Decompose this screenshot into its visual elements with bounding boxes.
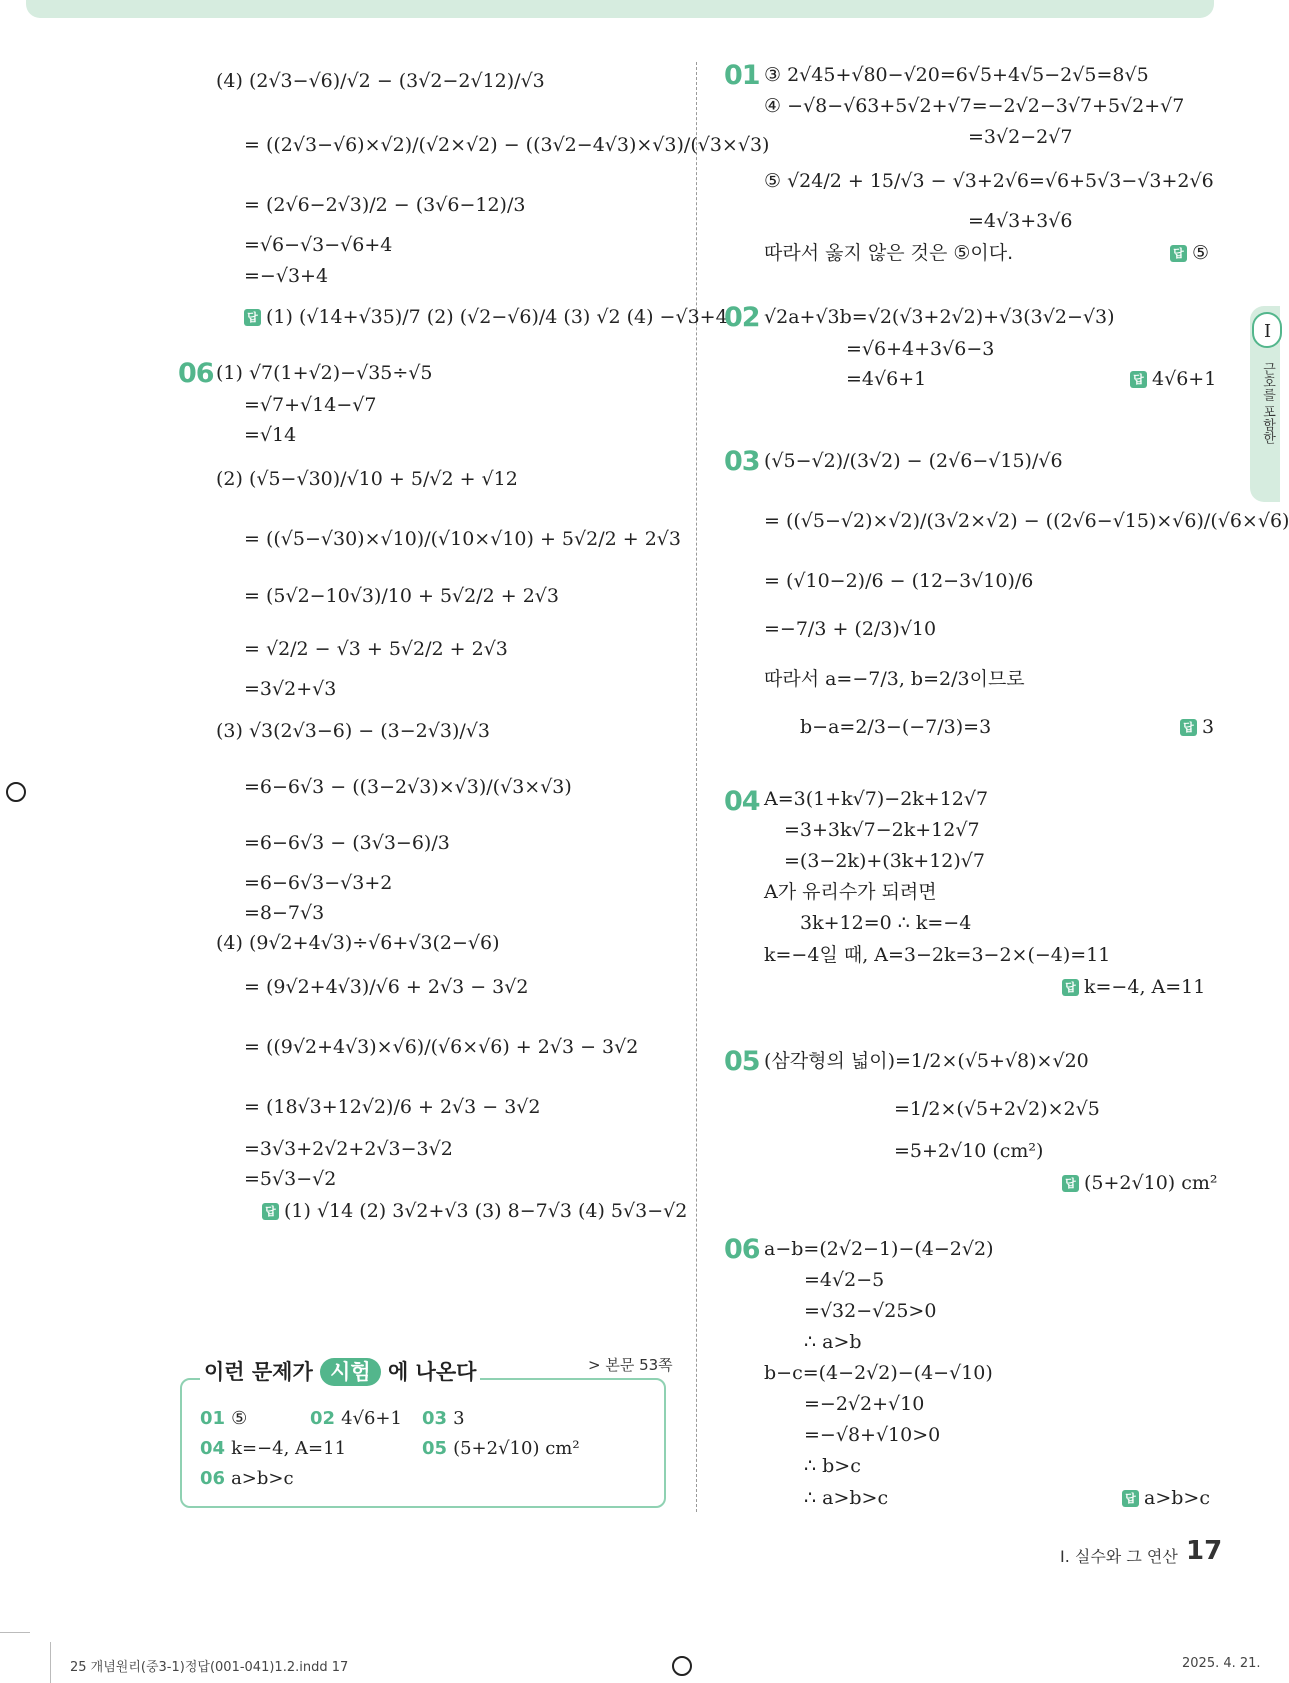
answer-mark-icon: 답 xyxy=(244,309,261,326)
q06-line: =−2√2+√10 xyxy=(804,1393,925,1415)
exam-box-title xyxy=(200,1356,480,1386)
q01-line: ③ 2√45+√80−√20=6√5+4√5−2√5=8√5 xyxy=(764,64,1149,86)
q03-line: = ((√5−√2)×√2)/(3√2×√2) − ((2√6−√15)×√6)/(√6×√6) xyxy=(764,510,1289,532)
q02-line: =√6+4+3√6−3 xyxy=(846,338,995,360)
item-value: a>b>c xyxy=(231,1468,294,1489)
p06-4-line: =3√3+2√2+2√3−3√2 xyxy=(244,1138,453,1160)
q04-line: =3+3k√7−2k+12√7 xyxy=(784,819,980,841)
column-divider xyxy=(696,62,697,1512)
problem-number: 04 xyxy=(724,786,760,817)
p06-3-line: =6−6√3 − (3√3−6)/3 xyxy=(244,832,450,854)
exam-box-title-highlight: 시험 xyxy=(320,1358,381,1386)
slug-file-name: 25 개념원리(중3-1)정답(001-041)1.2.indd 17 xyxy=(70,1660,349,1675)
p06-1-line: =√7+√14−√7 xyxy=(244,394,377,416)
q03-line: =−7/3 + (2/3)√10 xyxy=(764,618,937,640)
p06-3-line: (3) √3(2√3−6) − (3−2√3)/√3 xyxy=(216,720,490,742)
p06-2-line: =3√2+√3 xyxy=(244,678,337,700)
q03-line: b−a=2/3−(−7/3)=3 xyxy=(800,716,992,738)
p06-4-line: = (9√2+4√3)/√6 + 2√3 − 3√2 xyxy=(244,976,529,998)
registration-mark-icon xyxy=(6,782,26,802)
answer-mark-icon: 답 xyxy=(1062,1175,1079,1192)
exam-box-title-post: 에 나온다 xyxy=(387,1360,477,1384)
q03-line: = (√10−2)/6 − (12−3√10)/6 xyxy=(764,570,1034,592)
chapter-side-text: 근호를 포함한 xyxy=(1260,362,1275,445)
q06-line: =−√8+√10>0 xyxy=(804,1424,941,1446)
exam-box-item xyxy=(200,1408,247,1429)
q04-line: 3k+12=0 ∴ k=−4 xyxy=(800,912,972,934)
q01-line: =4√3+3√6 xyxy=(968,210,1073,232)
q04-answer-text: k=−4, A=11 xyxy=(1084,976,1206,998)
p06-3-line: =8−7√3 xyxy=(244,902,325,924)
item-value: k=−4, A=11 xyxy=(231,1438,347,1459)
problem-number: 06 xyxy=(724,1234,760,1265)
q06-answer-text: a>b>c xyxy=(1144,1487,1210,1509)
q06-answer xyxy=(1122,1485,1210,1511)
item-value: 3 xyxy=(453,1408,465,1429)
q03-answer-text: 3 xyxy=(1202,716,1215,738)
q01-answer-text: ⑤ xyxy=(1192,242,1210,264)
q01-line: =3√2−2√7 xyxy=(968,126,1073,148)
answer-mark-icon: 답 xyxy=(262,1203,279,1220)
p06-4-line: = (18√3+12√2)/6 + 2√3 − 3√2 xyxy=(244,1096,541,1118)
q01-line: ⑤ √24/2 + 15/√3 − √3+2√6=√6+5√3−√3+2√6 xyxy=(764,170,1214,192)
answer-mark-icon: 답 xyxy=(1170,245,1187,262)
answer-mark-icon: 답 xyxy=(1180,719,1197,736)
q04-answer xyxy=(1062,974,1205,1000)
problem-number: 03 xyxy=(724,446,760,477)
q06-line: =√32−√25>0 xyxy=(804,1300,937,1322)
q05-line: =5+2√10 (cm²) xyxy=(894,1140,1044,1162)
exam-box-item xyxy=(422,1438,580,1459)
slug-date: 2025. 4. 21. xyxy=(1182,1656,1261,1671)
exam-box-item xyxy=(200,1438,346,1459)
item-number: 06 xyxy=(200,1468,226,1489)
p05-4-line: = (2√6−2√3)/2 − (3√6−12)/3 xyxy=(244,194,526,216)
item-number: 05 xyxy=(422,1438,448,1459)
slug-rule xyxy=(50,1642,51,1683)
registration-mark-icon xyxy=(672,1656,692,1676)
footer-section-title: I. 실수와 그 연산 xyxy=(1060,1547,1178,1566)
exam-box-title-pre: 이런 문제가 xyxy=(204,1360,313,1384)
item-number: 02 xyxy=(310,1408,336,1429)
problem-number: 06 xyxy=(178,358,214,389)
item-number: 03 xyxy=(422,1408,448,1429)
answer-mark-icon: 답 xyxy=(1062,979,1079,996)
q04-line: A가 유리수가 되려면 xyxy=(764,881,937,903)
p06-answer xyxy=(262,1198,687,1224)
p06-1-line: =√14 xyxy=(244,424,297,446)
p06-4-line: = ((9√2+4√3)×√6)/(√6×√6) + 2√3 − 3√2 xyxy=(244,1036,639,1058)
q04-line: A=3(1+k√7)−2k+12√7 xyxy=(764,788,989,810)
q05-line: =1/2×(√5+2√2)×2√5 xyxy=(894,1098,1100,1120)
q05-answer-text: (5+2√10) cm² xyxy=(1084,1172,1218,1194)
p05-4-line: = ((2√3−√6)×√2)/(√2×√2) − ((3√2−4√3)×√3)/(√3×√3) xyxy=(244,134,770,156)
p05-4-line: (4) (2√3−√6)/√2 − (3√2−2√12)/√3 xyxy=(216,70,545,92)
q01-answer xyxy=(1170,240,1209,266)
problem-number: 01 xyxy=(724,60,760,91)
q01-line: 따라서 옳지 않은 것은 ⑤이다. xyxy=(764,242,1014,264)
q06-line: b−c=(4−2√2)−(4−√10) xyxy=(764,1362,993,1384)
q03-answer xyxy=(1180,714,1214,740)
item-value: 4√6+1 xyxy=(341,1408,402,1429)
exam-box-item xyxy=(310,1408,402,1429)
p06-2-line: = (5√2−10√3)/10 + 5√2/2 + 2√3 xyxy=(244,585,559,607)
p05-answer-text: (1) (√14+√35)/7 (2) (√2−√6)/4 (3) √2 (4) −√3+4 xyxy=(266,306,728,328)
p05-answer xyxy=(244,304,728,330)
q06-line: a−b=(2√2−1)−(4−2√2) xyxy=(764,1238,994,1260)
answer-mark-icon: 답 xyxy=(1130,371,1147,388)
q05-line: (삼각형의 넓이)=1/2×(√5+√8)×√20 xyxy=(764,1050,1089,1072)
p05-4-line: =√6−√3−√6+4 xyxy=(244,234,393,256)
q06-line: ∴ a>b>c xyxy=(804,1487,889,1509)
chapter-roman-numeral: I xyxy=(1252,312,1282,348)
p06-1-line: (1) √7(1+√2)−√35÷√5 xyxy=(216,362,433,384)
p06-4-line: =5√3−√2 xyxy=(244,1168,337,1190)
p06-answer-text: (1) √14 (2) 3√2+√3 (3) 8−7√3 (4) 5√3−√2 xyxy=(284,1200,688,1222)
q06-line: ∴ b>c xyxy=(804,1455,861,1477)
item-value: ⑤ xyxy=(231,1408,248,1429)
footer-page-number: 17 xyxy=(1186,1536,1223,1566)
q01-line: ④ −√8−√63+5√2+√7=−2√2−3√7+5√2+√7 xyxy=(764,95,1185,117)
q02-answer-text: 4√6+1 xyxy=(1152,368,1217,390)
p06-4-line: (4) (9√2+4√3)÷√6+√3(2−√6) xyxy=(216,932,500,954)
q02-line: √2a+√3b=√2(√3+2√2)+√3(3√2−√3) xyxy=(764,306,1115,328)
p05-4-line: =−√3+4 xyxy=(244,265,329,287)
p06-3-line: =6−6√3−√3+2 xyxy=(244,872,393,894)
answer-mark-icon: 답 xyxy=(1122,1490,1139,1507)
q02-answer xyxy=(1130,366,1216,392)
q03-line: (√5−√2)/(3√2) − (2√6−√15)/√6 xyxy=(764,450,1063,472)
problem-number: 05 xyxy=(724,1046,760,1077)
problem-number: 02 xyxy=(724,302,760,333)
exam-box-item xyxy=(200,1468,294,1489)
p06-3-line: =6−6√3 − ((3−2√3)×√3)/(√3×√3) xyxy=(244,776,572,798)
q06-line: =4√2−5 xyxy=(804,1269,885,1291)
item-number: 01 xyxy=(200,1408,226,1429)
q05-answer xyxy=(1062,1170,1218,1196)
q04-line: k=−4일 때, A=3−2k=3−2×(−4)=11 xyxy=(764,944,1111,966)
p06-2-line: = ((√5−√30)×√10)/(√10×√10) + 5√2/2 + 2√3 xyxy=(244,528,681,550)
p06-2-line: (2) (√5−√30)/√10 + 5/√2 + √12 xyxy=(216,468,518,490)
slug-rule xyxy=(0,1632,30,1633)
p06-2-line: = √2/2 − √3 + 5√2/2 + 2√3 xyxy=(244,638,508,660)
q03-line: 따라서 a=−7/3, b=2/3이므로 xyxy=(764,668,1025,690)
top-color-band xyxy=(26,0,1214,18)
exam-box-item xyxy=(422,1408,465,1429)
q06-line: ∴ a>b xyxy=(804,1331,862,1353)
exam-box-page-ref: > 본문 53쪽 xyxy=(588,1356,673,1374)
q02-line: =4√6+1 xyxy=(846,368,927,390)
item-number: 04 xyxy=(200,1438,226,1459)
q04-line: =(3−2k)+(3k+12)√7 xyxy=(784,850,985,872)
item-value: (5+2√10) cm² xyxy=(453,1438,580,1459)
